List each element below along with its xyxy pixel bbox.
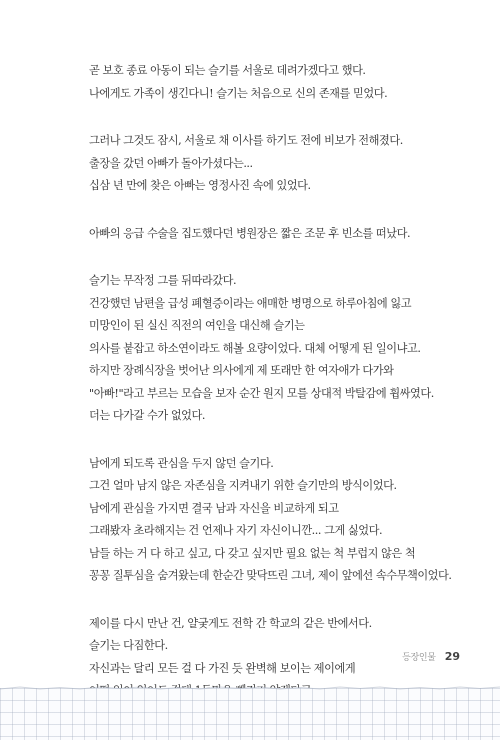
- text-line: 제이를 다시 만난 건, 얄궂게도 전학 간 학교의 같은 반에서다.: [89, 616, 372, 630]
- text-line: 나에게도 가족이 생긴다니! 슬기는 처음으로 신의 존재를 믿었다.: [89, 86, 388, 100]
- text-line: 그건 얼마 남지 않은 자존심을 지켜내기 위한 슬기만의 방식이었다.: [89, 479, 397, 492]
- page-footer: [402, 650, 460, 663]
- text-line: 의사를 붙잡고 하소연이라도 해볼 요량이었다. 대체 어떻게 된 일이냐고.: [89, 341, 421, 355]
- grid-paper-decoration: [0, 688, 500, 740]
- paragraph: [89, 270, 459, 428]
- text-line: 남에게 되도록 관심을 두지 않던 슬기다.: [89, 456, 274, 470]
- text-line: 건강했던 남편을 급성 폐혈증이라는 애매한 병명으로 하루아침에 잃고: [89, 296, 412, 310]
- text-line: 그러나 그것도 잠시, 서울로 채 이사를 하기도 전에 비보가 전해졌다.: [89, 134, 403, 147]
- text-line: 슬기는 다짐한다.: [89, 639, 168, 652]
- text-line: 자신과는 달리 모든 걸 다 가진 듯 완벽해 보이는 제이에게: [89, 661, 356, 675]
- paragraph: [89, 60, 459, 105]
- paragraph: [89, 130, 459, 198]
- text-line: 슬기는 무작정 그를 뒤따라갔다.: [89, 274, 237, 287]
- text-line: 꽁꽁 질투심을 숨겨왔는데 한순간 맞닥뜨린 그녀, 제이 앞에선 속수무책이었다.: [89, 569, 452, 582]
- text-line: 십삼 년 만에 찾은 아빠는 영정사진 속에 있었다.: [89, 179, 311, 192]
- paragraph: [89, 223, 459, 246]
- text-line: 미망인이 된 실신 직전의 여인을 대신해 슬기는: [89, 319, 305, 332]
- torn-edge-decoration: [0, 686, 500, 690]
- text-line: "아빠!"라고 부르는 모습을 보자 순간 원지 모를 상대적 박탈감에 휩싸였다.: [89, 386, 434, 400]
- page-number: 29: [444, 650, 460, 663]
- body-text: [89, 60, 459, 750]
- text-line: 더는 다가갈 수가 없었다.: [89, 409, 205, 422]
- text-line: 하지만 장례식장을 벗어난 의사에게 제 또래만 한 여자애가 다가와: [89, 364, 394, 377]
- text-line: 남에게 관심을 가지면 결국 남과 자신을 비교하게 되고: [89, 501, 339, 515]
- section-label: 등장인물: [402, 653, 436, 663]
- paragraph: [89, 453, 459, 588]
- text-line: 아빠의 응급 수술을 집도했다던 병원장은 짧은 조문 후 빈소를 떠났다.: [89, 226, 411, 240]
- text-line: 그래봤자 초라해지는 건 언제나 자기 자신이니깐... 그게 싫었다.: [89, 524, 383, 537]
- text-line: 남들 하는 거 다 하고 싶고, 다 갖고 싶지만 필요 없는 척 부럽지 않은 척: [89, 546, 416, 560]
- text-line: 출장을 갔던 아빠가 돌아가셨다는...: [89, 156, 253, 170]
- text-line: 곧 보호 종료 아동이 되는 슬기를 서울로 데려가겠다고 했다.: [89, 64, 366, 77]
